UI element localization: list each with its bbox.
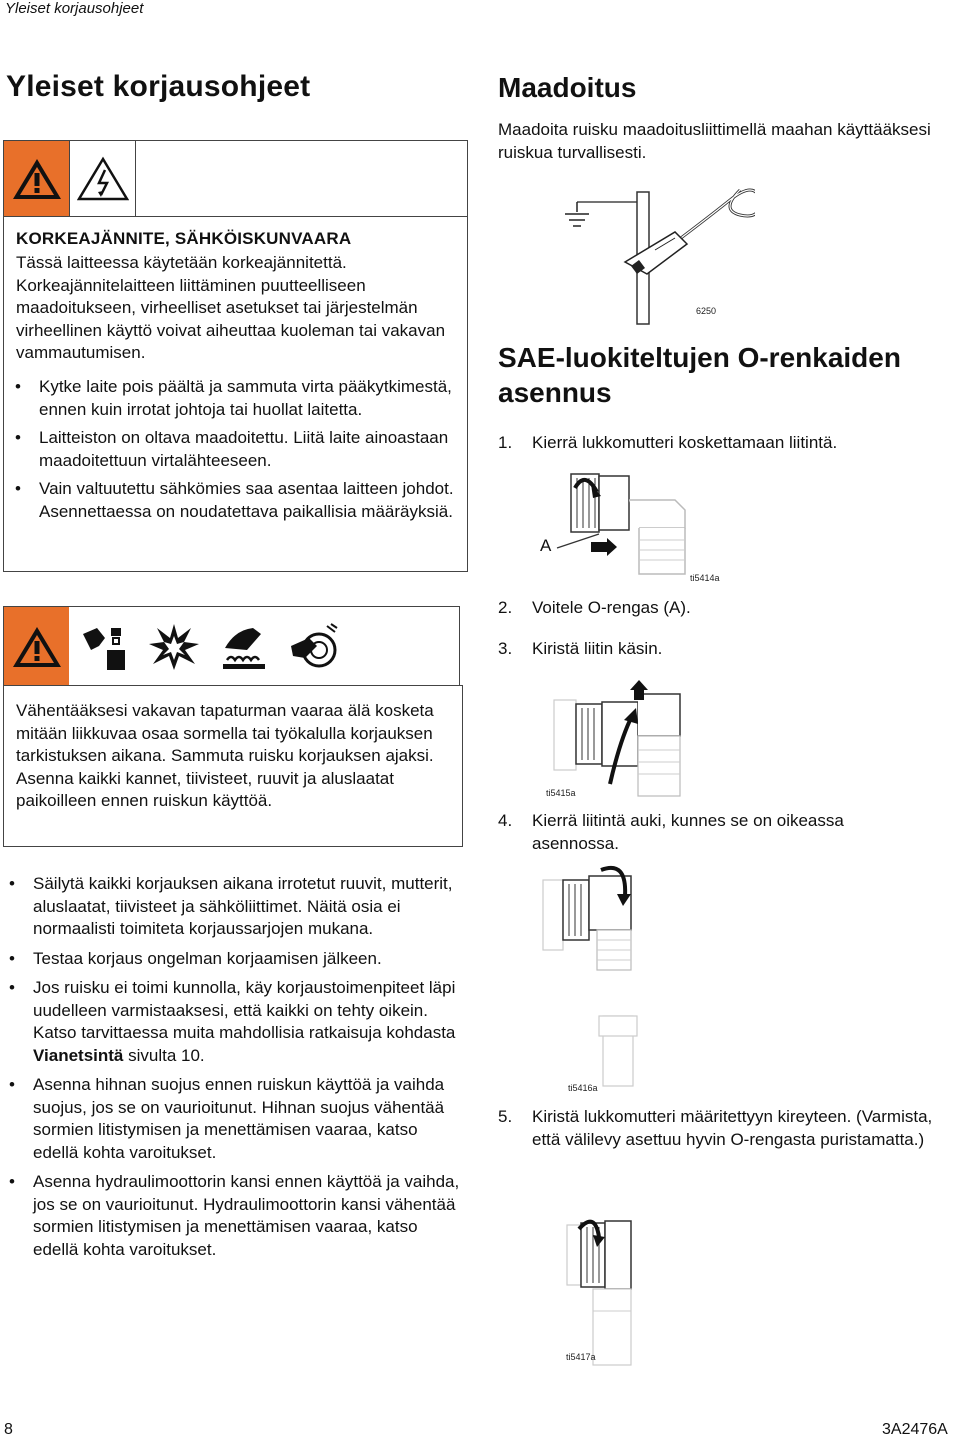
electric-shock-icon [70, 141, 136, 216]
warning2-text: Vähentääksesi vakavan tapaturman vaaraa älä kosketa mitään liikkuvaa osaa sormella tai työkalulla korjauksen tarkistuksen aikana. Sammuta ruisku korjauksen ajaksi. Asenna kaikki kannet, tiivisteet, ruuvit ja aluslaatat paikoilleen ennen ruiskun käyttöä. [16, 701, 434, 810]
repair-bullet [3, 977, 463, 1067]
warning1-bullet: • Kytke laite pois päältä ja sammuta virta pääkytkimestä, ennen kuin irrotat johtoja tai huollat laitetta. [9, 376, 461, 421]
warning1-text: Tässä laitteessa käytetään korkeajännitettä. Korkeajännitelaitteen liittäminen puutteelliseen maadoitukseen, virheelliset asetukset tai järjestelmän virheellinen käyttö voivat aiheuttaa kuoleman tai vakavan vammautumisen. [16, 253, 446, 362]
fitting-figure-4 [565, 1215, 675, 1370]
troubleshooting-ref: Vianetsintä [33, 1045, 124, 1065]
fig1-id: ti5414a [690, 573, 720, 583]
step-number: 3. [498, 639, 513, 658]
warning-triangle-icon [4, 141, 70, 216]
sae-step-1 [498, 432, 958, 456]
warning2-text-box [3, 685, 463, 847]
step-text: Voitele O-rengas (A). [532, 598, 691, 617]
moving-parts-warning-box [3, 606, 463, 846]
document-code: 3A2476A [882, 1421, 948, 1438]
warning1-bullet: • Laitteiston on oltava maadoitettu. Liitä laite ainoastaan maadoitettuun virtalähteeseen. [9, 427, 461, 472]
sae-step-4 [498, 810, 958, 858]
sae-step-2 [498, 597, 958, 621]
fig4-id: ti5417a [566, 1352, 596, 1362]
warning1-heading: KORKEAJÄNNITE, SÄHKÖISKUNVAARA [16, 229, 352, 248]
repair-bullet-text: sivulta 10. [123, 1045, 205, 1065]
step-number: 2. [498, 598, 513, 617]
step-number: 5. [498, 1107, 513, 1126]
sae-title: SAE-luokiteltujen O-renkaiden asennus [498, 342, 901, 408]
oring-label-a: A [540, 536, 552, 555]
step-text: Kierrä lukkomutteri koskettamaan liitintä. [532, 433, 838, 452]
repair-bullet: • Asenna hydraulimoottorin kansi ennen käyttöä ja vaihda, jos se on vaurioitunut. Hydraulimoottorin kansi vähentää sormien litistymisen ja menettämisen vaaraa, katso edellä kohta varoitukset. [3, 1171, 463, 1261]
step-number: 1. [498, 433, 513, 452]
running-header: Yleiset korjausohjeet [5, 0, 144, 17]
explosion-icon [139, 607, 209, 686]
fitting-figure-2 [540, 680, 740, 800]
warning1-bullet: • Vain valtuutettu sähkömies saa asentaa laitteen johdot. Asennettaessa on noudatettava paikallisia määräyksiä. [9, 478, 461, 523]
repair-bullet: • Asenna hihnan suojus ennen ruiskun käyttöä ja vaihda suojus, jos se on vaurioitunut. Hihnan suojus vähentää sormien litistymisen ja menettämisen vaaraa, katso edellä kohta varoitukset. [3, 1074, 463, 1164]
repair-bullet-text: Jos ruisku ei toimi kunnolla, käy korjaustoimenpiteet läpi uudelleen varmistaaksesi, että kaikki on tehty oikein. Katso tarvittaessa muita mahdollisia ratkaisuja kohdasta [33, 978, 456, 1042]
step-number: 4. [498, 811, 513, 830]
moving-parts-icon [69, 607, 139, 686]
fig3-id: ti5416a [568, 1083, 598, 1093]
entanglement-icon [279, 607, 349, 686]
electric-warning-box [3, 140, 468, 572]
grounding-figure-id: 6250 [696, 306, 717, 316]
warning-icons-row [4, 141, 467, 217]
page-number: 8 [4, 1421, 13, 1438]
repair-bullet: • Testaa korjaus ongelman korjaamisen jälkeen. [3, 948, 463, 971]
grounding-title: Maadoitus [498, 72, 637, 103]
repair-bullet: • Säilytä kaikki korjauksen aikana irrotetut ruuvit, mutterit, aluslaatat, tiivisteet ja sähköliittimet. Näitä osia ei normaalisti toimiteta korjaussarjojen mukana. [3, 873, 463, 941]
grounding-text: Maadoita ruisku maadoitusliittimellä maahan käyttääksesi ruiskua turvallisesti. [498, 120, 931, 162]
sae-step-5 [498, 1106, 958, 1176]
repair-bullets [3, 873, 463, 1261]
warning-triangle-icon [4, 607, 69, 686]
grounding-figure [555, 170, 755, 330]
step-text: Kiristä liitin käsin. [532, 639, 663, 658]
step-text: Kiristä lukkomutteri määritettyyn kireyteen. (Varmista, että välilevy asettuu hyvin O-rengasta puristamatta.) [532, 1107, 933, 1149]
sae-step-3 [498, 638, 958, 662]
fitting-figure-3 [535, 860, 695, 1090]
step-text: Kierrä liitintä auki, kunnes se on oikeassa asennossa. [532, 811, 844, 853]
warning1-bullets [9, 376, 461, 523]
fitting-figure-1 [535, 470, 735, 580]
warning2-icons-row [3, 606, 460, 686]
page-title: Yleiset korjausohjeet [6, 70, 311, 103]
hot-surface-icon [209, 607, 279, 686]
fig2-id: ti5415a [546, 788, 576, 798]
